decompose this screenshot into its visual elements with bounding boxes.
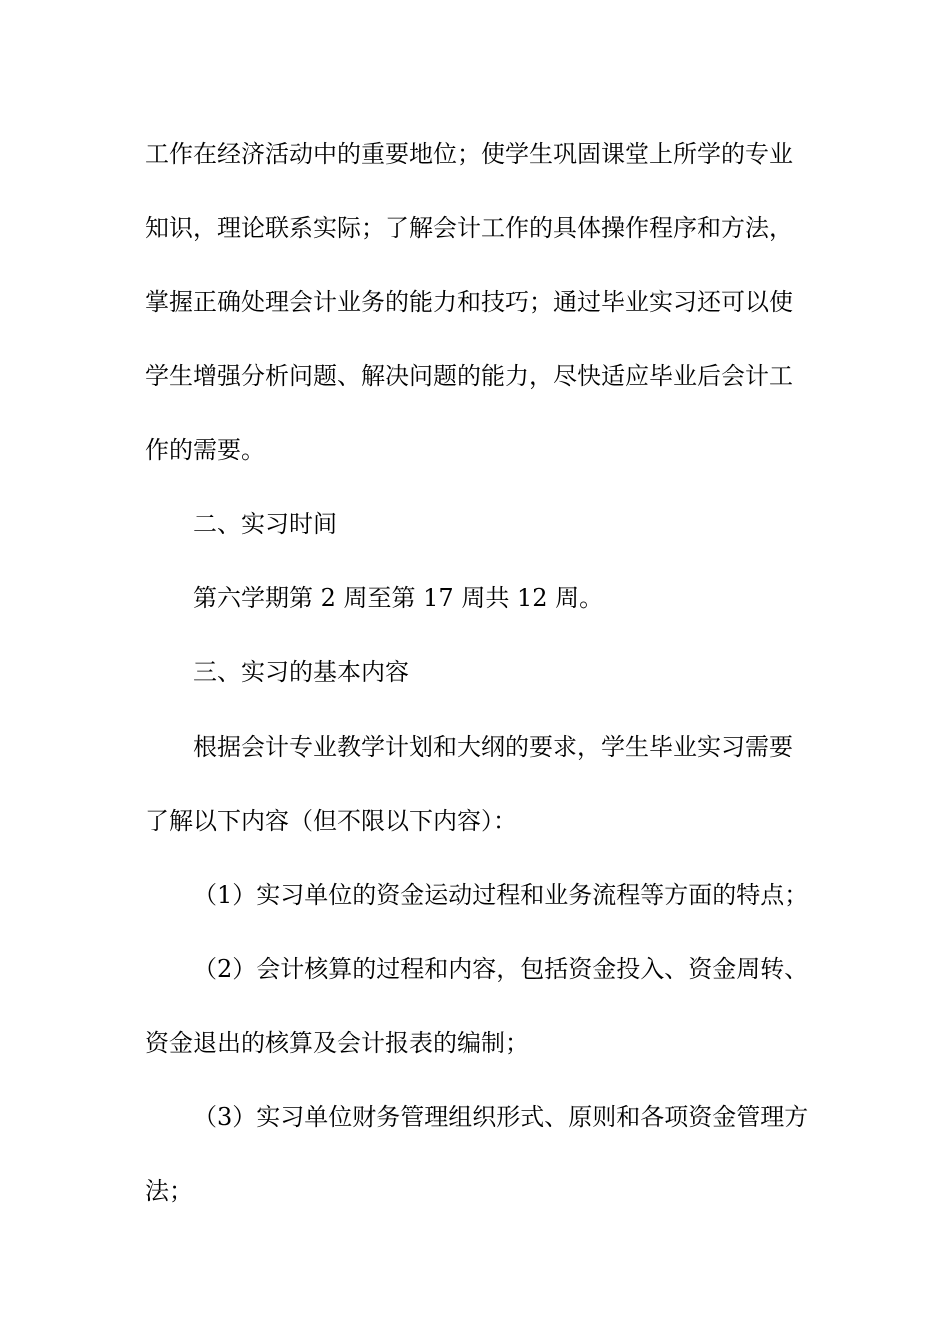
paragraph-line: 第六学期第 2 周至第 17 周共 12 周。	[193, 584, 604, 612]
section-heading-basic-content: 三、实习的基本内容	[193, 658, 409, 686]
section-heading-internship-time: 二、实习时间	[193, 510, 337, 538]
list-item: （3）实习单位财务管理组织形式、原则和各项资金管理方	[193, 1103, 809, 1131]
paragraph-line: 根据会计专业教学计划和大纲的要求，学生毕业实习需要	[193, 733, 793, 761]
paragraph-line: 了解以下内容（但不限以下内容）：	[145, 807, 517, 835]
paragraph-line: 掌握正确处理会计业务的能力和技巧；通过毕业实习还可以使	[145, 288, 793, 316]
paragraph-line: 工作在经济活动中的重要地位；使学生巩固课堂上所学的专业	[145, 140, 793, 168]
list-item-continuation: 资金退出的核算及会计报表的编制；	[145, 1029, 529, 1057]
list-item: （1）实习单位的资金运动过程和业务流程等方面的特点；	[193, 881, 809, 909]
list-item: （2）会计核算的过程和内容，包括资金投入、资金周转、	[193, 955, 809, 983]
paragraph-line: 知识，理论联系实际；了解会计工作的具体操作程序和方法，	[145, 214, 793, 242]
paragraph-line: 作的需要。	[145, 436, 265, 464]
paragraph-line: 学生增强分析问题、解决问题的能力，尽快适应毕业后会计工	[145, 362, 793, 390]
list-item-continuation: 法；	[145, 1177, 193, 1205]
